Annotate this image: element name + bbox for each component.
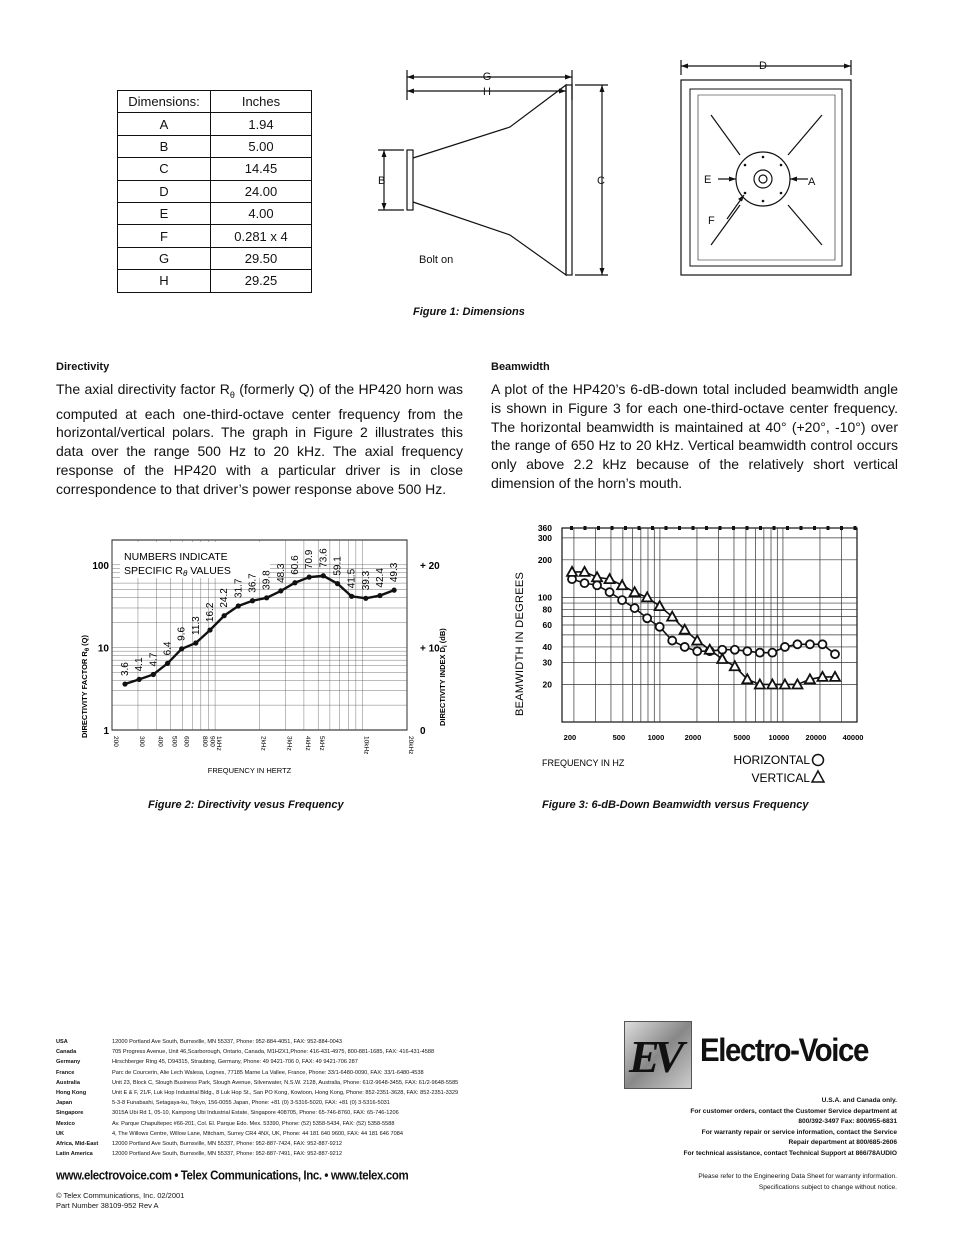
y-tick-label: 100: [537, 592, 552, 603]
data-point: [151, 672, 156, 677]
vertical-point: [580, 567, 590, 576]
data-point: [278, 588, 283, 593]
office-address: 4, The Willows Centre, Willow Lane, Mitcham, Surrey CR4 4NX, UK, Phone: 44 181 640 9600, FAX: 44 181 646 7084: [112, 1130, 403, 1137]
office-row: [56, 1088, 458, 1098]
dimension-name: G: [118, 247, 211, 269]
dimensions-header-row: [118, 91, 312, 113]
office-country: Singapore: [56, 1110, 84, 1117]
data-label: 31.7: [233, 578, 245, 598]
dimensions-row: [118, 158, 312, 180]
data-point: [392, 588, 397, 593]
horizontal-point: [618, 596, 626, 604]
data-label: 4.1: [134, 657, 146, 672]
chart-note-line2: SPECIFIC Rθ VALUES: [124, 565, 231, 578]
y-tick-label: 300: [537, 532, 552, 543]
office-row: [56, 1047, 458, 1057]
vertical-point: [617, 580, 627, 589]
data-label: 11.3: [190, 616, 202, 636]
top-mark: [786, 526, 789, 530]
horizontal-point: [581, 579, 589, 587]
figure1-drawing: [370, 55, 880, 295]
data-label: 24.2: [219, 588, 231, 608]
dim-label-e: E: [704, 174, 712, 186]
vertical-point: [792, 679, 802, 688]
dim-label-c: C: [597, 175, 605, 187]
y-tick-label: 20: [542, 679, 552, 690]
x-tick-label: 40000: [842, 733, 864, 742]
y-tick-label: 40: [542, 641, 552, 652]
x-tick-label: 200: [563, 733, 577, 742]
web-links[interactable]: www.electrovoice.com • Telex Communications, Inc. • www.telex.com: [56, 1169, 409, 1183]
dimension-name: E: [118, 202, 211, 224]
figure2-chart: [75, 530, 455, 780]
top-mark: [665, 526, 668, 530]
horizontal-point: [656, 623, 664, 631]
x-tick-label: 1000: [647, 733, 665, 742]
top-mark: [813, 526, 816, 530]
dim-label-d: D: [759, 60, 767, 72]
horizontal-point: [681, 643, 689, 651]
data-point: [222, 613, 227, 618]
top-mark: [597, 526, 600, 530]
office-country: Canada: [56, 1049, 77, 1056]
y-tick-label: 80: [542, 604, 552, 615]
dim-label-b: B: [378, 175, 386, 187]
y-tick-label: 10: [97, 643, 109, 655]
office-address: 12000 Portland Ave South, Burnsville, MN 55337, Phone: 952-887-7491, FAX: 952-887-9212: [112, 1151, 343, 1158]
vertical-point: [780, 679, 790, 688]
horizontal-point: [606, 588, 614, 596]
office-address: Unit E & F, 21/F, Luk Hop Industrial Bldg., 8 Luk Hop St., San PO Kong, Kowloon, Hong Kong, Phone: 852-2351-3628, FAX: 852-2351-3329: [112, 1090, 459, 1097]
chart-note-line1: NUMBERS INDICATE: [124, 551, 228, 563]
dim-label-a: A: [808, 176, 816, 188]
x-tick-label: 10kHz: [362, 736, 370, 755]
data-point: [250, 598, 255, 603]
x-axis-label: FREQUENCY IN HZ: [542, 758, 625, 768]
vertical-point: [592, 572, 602, 581]
top-mark: [570, 526, 573, 530]
copyright: © Telex Communications, Inc. 02/2001: [56, 1191, 185, 1200]
top-mark: [746, 526, 749, 530]
x-tick-label: 200: [112, 736, 119, 747]
data-label: 59.1: [332, 556, 344, 576]
y-axis-label: DIRECTIVITY FACTOR $R_\theta$ (Q): [80, 635, 91, 738]
support-note: For technical assistance, contact Technical Support at 866/78AUDIO: [683, 1149, 897, 1157]
vertical-point: [817, 672, 827, 681]
warranty-note: Please refer to the Engineering Data Sheet for warranty information.: [698, 1173, 897, 1180]
x-tick-label: 500: [612, 733, 626, 742]
x-axis-label: FREQUENCY IN HERTZ: [207, 766, 292, 775]
data-label: 16.2: [204, 602, 216, 623]
legend-horizontal-marker: [813, 755, 824, 766]
data-point: [193, 640, 198, 645]
support-note: 800/392-3497 Fax: 800/955-6831: [798, 1118, 897, 1125]
x-tick-label: 900: [208, 736, 216, 747]
dimensions-row: [118, 113, 312, 135]
support-note: For warranty repair or service information, contact the Service: [701, 1128, 897, 1136]
x-tick-label: 5000: [733, 733, 751, 742]
dimensions-table: [117, 90, 312, 293]
data-point: [307, 575, 312, 580]
office-row: [56, 1139, 458, 1149]
x-tick-label: 400: [156, 736, 164, 747]
dimensions-row: [118, 202, 312, 224]
data-point: [137, 677, 142, 682]
figure1-caption: Figure 1: Dimensions: [413, 306, 525, 318]
data-point: [122, 681, 127, 686]
dimensions-row: [118, 225, 312, 247]
figure3-caption: Figure 3: 6-dB-Down Beamwidth versus Frequency: [542, 799, 809, 811]
top-mark: [732, 526, 735, 530]
y-right-tick-label: + 10: [420, 643, 440, 655]
data-label: 9.6: [176, 626, 188, 641]
vertical-point: [767, 679, 777, 688]
y-tick-label: 1: [103, 726, 109, 737]
dim-label-g: G: [482, 71, 492, 83]
office-address: Hirschberger Ring 45, D94315, Straubing, Germany, Phone: 49 9421-706 0, FAX: 49 9421-706 287: [112, 1059, 358, 1066]
dim-label-h: H: [483, 86, 491, 98]
office-row: [56, 1057, 458, 1067]
dimensions-row: [118, 247, 312, 269]
data-label: 36.7: [247, 573, 259, 593]
data-point: [292, 580, 297, 585]
support-note: Repair department at 800/685-2606: [788, 1139, 897, 1146]
top-mark: [719, 526, 722, 530]
directivity-heading: Directivity: [56, 361, 110, 373]
horn-side: [413, 85, 566, 275]
throat-circle: [736, 152, 790, 206]
legend-horizontal-label: HORIZONTAL: [733, 753, 810, 767]
y-right-tick-label: 0: [420, 726, 426, 737]
vertical-point: [830, 672, 840, 681]
office-address: 12000 Portland Ave South, Burnsville, MN 55337, Phone: 952-887-7424, FAX: 952-887-9212: [112, 1141, 343, 1148]
x-tick-label: 20000: [805, 733, 827, 742]
dimension-value: 1.94: [211, 113, 312, 135]
y-right-tick-label: + 20: [420, 560, 440, 572]
legend-vertical-marker: [812, 771, 824, 782]
horizontal-point: [643, 614, 651, 622]
dimension-value: 24.00: [211, 180, 312, 202]
dimension-name: B: [118, 135, 211, 157]
x-tick-label: 10000: [768, 733, 790, 742]
office-address: Unit 23, Block C, Slough Business Park, Slough Avenue, Silverwater, N.S.W. 2128, Australia, Phone: 61/2-9648-3455, FAX: 61/2-9648-5585: [112, 1079, 459, 1086]
vertical-point: [655, 601, 665, 610]
office-address: 12000 Portland Ave South, Burnsville, MN 55337, Phone: 952-884-4051, FAX: 952-884-0043: [112, 1039, 343, 1045]
horizontal-point: [693, 647, 701, 655]
vertical-point: [642, 592, 652, 601]
dimension-name: A: [118, 113, 211, 135]
x-tick-label: 300: [137, 736, 145, 747]
office-country: Africa, Mid-East: [56, 1141, 99, 1148]
y-tick-label: 360: [537, 523, 552, 533]
office-row: [56, 1149, 458, 1159]
warranty-note: Specifications subject to change without notice.: [758, 1183, 897, 1191]
x-tick-label: 3kHz: [285, 736, 293, 751]
office-country: Japan: [56, 1100, 73, 1107]
y-tick-label: 60: [542, 620, 552, 630]
top-mark: [678, 526, 681, 530]
vertical-point: [805, 674, 815, 683]
horizontal-point: [768, 649, 776, 657]
top-mark: [827, 526, 830, 530]
top-mark: [840, 526, 843, 530]
dimension-value: 29.25: [211, 270, 312, 292]
office-row: [56, 1078, 458, 1088]
top-mark: [584, 526, 587, 530]
dimension-name: H: [118, 270, 211, 292]
x-tick-label: 1kHz: [215, 736, 223, 751]
office-row: [56, 1068, 458, 1078]
dim-label-f: F: [708, 215, 715, 227]
dimension-name: D: [118, 180, 211, 202]
data-label: 48.3: [275, 563, 287, 583]
data-point: [236, 603, 241, 608]
support-note: For customer orders, contact the Customer Service department at: [690, 1107, 897, 1115]
warranty-notes: [497, 1172, 897, 1193]
top-mark: [705, 526, 708, 530]
horizontal-point: [593, 581, 601, 589]
top-mark: [854, 526, 857, 530]
horizontal-point: [793, 640, 801, 648]
data-label: 60.6: [289, 555, 301, 575]
office-row: [56, 1108, 458, 1118]
figure3-chart: [512, 520, 872, 790]
beamwidth-text: A plot of the HP420’s 6-dB-down total included beamwidth angle is shown in Figure 3 for each one-third-octave center frequency. The horizontal beamwidth is maintained at 40° (+20°, -10°) over the range of 650 Hz to 20 kHz. Vertical beamwidth control occurs only above 2.2 kHz because of the relatively short vertical dimension of the horn’s mouth.: [491, 381, 898, 491]
vertical-point: [755, 679, 765, 688]
data-label: 49.3: [389, 562, 401, 583]
top-mark: [800, 526, 803, 530]
x-tick-label: 800: [200, 736, 208, 747]
top-mark: [773, 526, 776, 530]
legend-vertical-label: VERTICAL: [751, 771, 810, 785]
data-point: [335, 581, 340, 586]
data-label: 73.6: [318, 548, 330, 568]
data-point: [179, 646, 184, 651]
dimension-value: 14.45: [211, 158, 312, 180]
part-number: Part Number 38109-952 Rev A: [56, 1201, 159, 1210]
office-country: Latin America: [56, 1151, 93, 1158]
data-label: 70.9: [304, 549, 316, 570]
data-label: 42.4: [374, 568, 386, 588]
office-row: [56, 1037, 458, 1047]
data-point: [349, 594, 354, 599]
directivity-text: The axial directivity factor $R_\theta$ (formerly Q) of the HP420 horn was computed at each one-third-octave center frequency from the horizontal/vertical polars. The graph in Figure 2 illustrates this data over the range 500 Hz to 20 kHz. The axial frequency response of the HP420 with a particular driver is in close correspondence to that driver’s power response above 500 Hz.: [56, 381, 463, 497]
office-country: Mexico: [56, 1120, 75, 1127]
support-note: U.S.A. and Canada only.: [821, 1097, 897, 1104]
data-point: [264, 595, 269, 600]
horn-mouth-flange: [566, 85, 572, 275]
office-row: [56, 1129, 458, 1139]
top-mark: [692, 526, 695, 530]
dimensions-row: [118, 180, 312, 202]
office-address: 3015A Ubi Rd 1, 05-10, Kampong Ubi Industrial Estate, Singapore 408705, Phone: 65-746-8760, FAX: 65-746-1206: [112, 1110, 399, 1117]
y-right-axis-label: DIRECTIVITY INDEX $D_i$ (dB): [438, 628, 449, 726]
top-mark: [624, 526, 627, 530]
x-tick-label: 4kHz: [303, 736, 311, 751]
data-point: [321, 573, 326, 578]
horizontal-point: [831, 650, 839, 658]
beamwidth-heading: Beamwidth: [491, 361, 550, 373]
office-row: [56, 1119, 458, 1129]
horizontal-point: [668, 637, 676, 645]
horizontal-point: [818, 640, 826, 648]
dimensions-row: [118, 135, 312, 157]
dimension-name: Dimensions:: [118, 91, 211, 113]
ev-logo-mark: EV: [624, 1021, 692, 1089]
data-label: 39.8: [261, 570, 273, 590]
office-country: Hong Kong: [56, 1090, 87, 1097]
horizontal-point: [756, 649, 764, 657]
x-tick-label: 600: [182, 736, 190, 747]
y-tick-label: 200: [537, 554, 552, 565]
x-tick-label: 2kHz: [259, 736, 267, 751]
horizontal-point: [781, 643, 789, 651]
top-mark: [611, 526, 614, 530]
horizontal-point: [806, 640, 814, 648]
dimension-value: 5.00: [211, 135, 312, 157]
bolt-on-label: Bolt on: [419, 254, 454, 266]
top-mark: [638, 526, 641, 530]
office-row: [56, 1098, 458, 1108]
y-tick-label: 30: [542, 657, 552, 668]
dimension-value: 0.281 x 4: [211, 225, 312, 247]
x-tick-label: 500: [170, 736, 178, 747]
office-address: Parc de Courcerin, Alie Lech Walesa, Lognes, 77185 Marne La Vallee, France, Phone: 33/1-6480-0090, FAX: 33/1-6480-4538: [112, 1069, 424, 1076]
data-label: 41.5: [346, 568, 358, 589]
office-country: France: [56, 1069, 75, 1076]
x-tick-label: 2000: [684, 733, 702, 742]
office-address: Av. Parque Chapultepec #66-201, Col. El. Parque Edo. Mex. 53390, Phone: (52) 5358-5434, FAX: (52) 5358-5588: [112, 1120, 395, 1127]
horizontal-point: [631, 604, 639, 612]
office-country: Germany: [56, 1059, 81, 1066]
vertical-point: [605, 574, 615, 583]
electro-voice-logo: Electro-Voice: [700, 1032, 869, 1068]
dimensions-row: [118, 270, 312, 292]
data-point: [165, 661, 170, 666]
data-label: 3.6: [120, 662, 131, 677]
data-point: [363, 596, 368, 601]
y-axis-label: BEAMWIDTH IN DEGREES: [514, 571, 526, 716]
dimension-value: 29.50: [211, 247, 312, 269]
office-list: [56, 1037, 458, 1159]
horizontal-point: [731, 646, 739, 654]
horn-flange: [407, 150, 413, 210]
office-address: 5-3-8 Funabashi, Setagaya-ku, Tokyo, 156-0055 Japan, Phone: +81 (0) 3-5316-5020, FAX: +81 (0) 3-5316-5031: [112, 1100, 390, 1107]
horizontal-point: [743, 647, 751, 655]
figure2-caption: Figure 2: Directivity vesus Frequency: [148, 799, 344, 811]
vertical-point: [630, 587, 640, 596]
office-address: 705 Progress Avenue, Unit 46,Scarborough, Ontario, Canada, M1H2X1,Phone: 416-431-4975, 800-881-1685, FAX: 416-431-4588: [112, 1049, 435, 1056]
data-point: [207, 627, 212, 632]
dimension-name: F: [118, 225, 211, 247]
data-label: 39.3: [360, 570, 372, 591]
data-label: 6.4: [162, 641, 174, 656]
office-country: Australia: [56, 1079, 80, 1086]
data-label: 4.7: [148, 652, 160, 667]
x-tick-label: 5kHz: [318, 736, 326, 751]
top-mark: [651, 526, 654, 530]
office-country: UK: [56, 1130, 65, 1137]
dimension-value: Inches: [211, 91, 312, 113]
support-notes: [497, 1096, 897, 1159]
top-mark: [759, 526, 762, 530]
data-point: [377, 593, 382, 598]
y-tick-label: 100: [92, 560, 109, 572]
dimension-value: 4.00: [211, 202, 312, 224]
office-country: USA: [56, 1039, 68, 1045]
dimension-name: C: [118, 158, 211, 180]
vertical-point: [567, 567, 577, 576]
vertical-point: [705, 645, 715, 654]
x-tick-label: 20kHz: [407, 736, 414, 755]
